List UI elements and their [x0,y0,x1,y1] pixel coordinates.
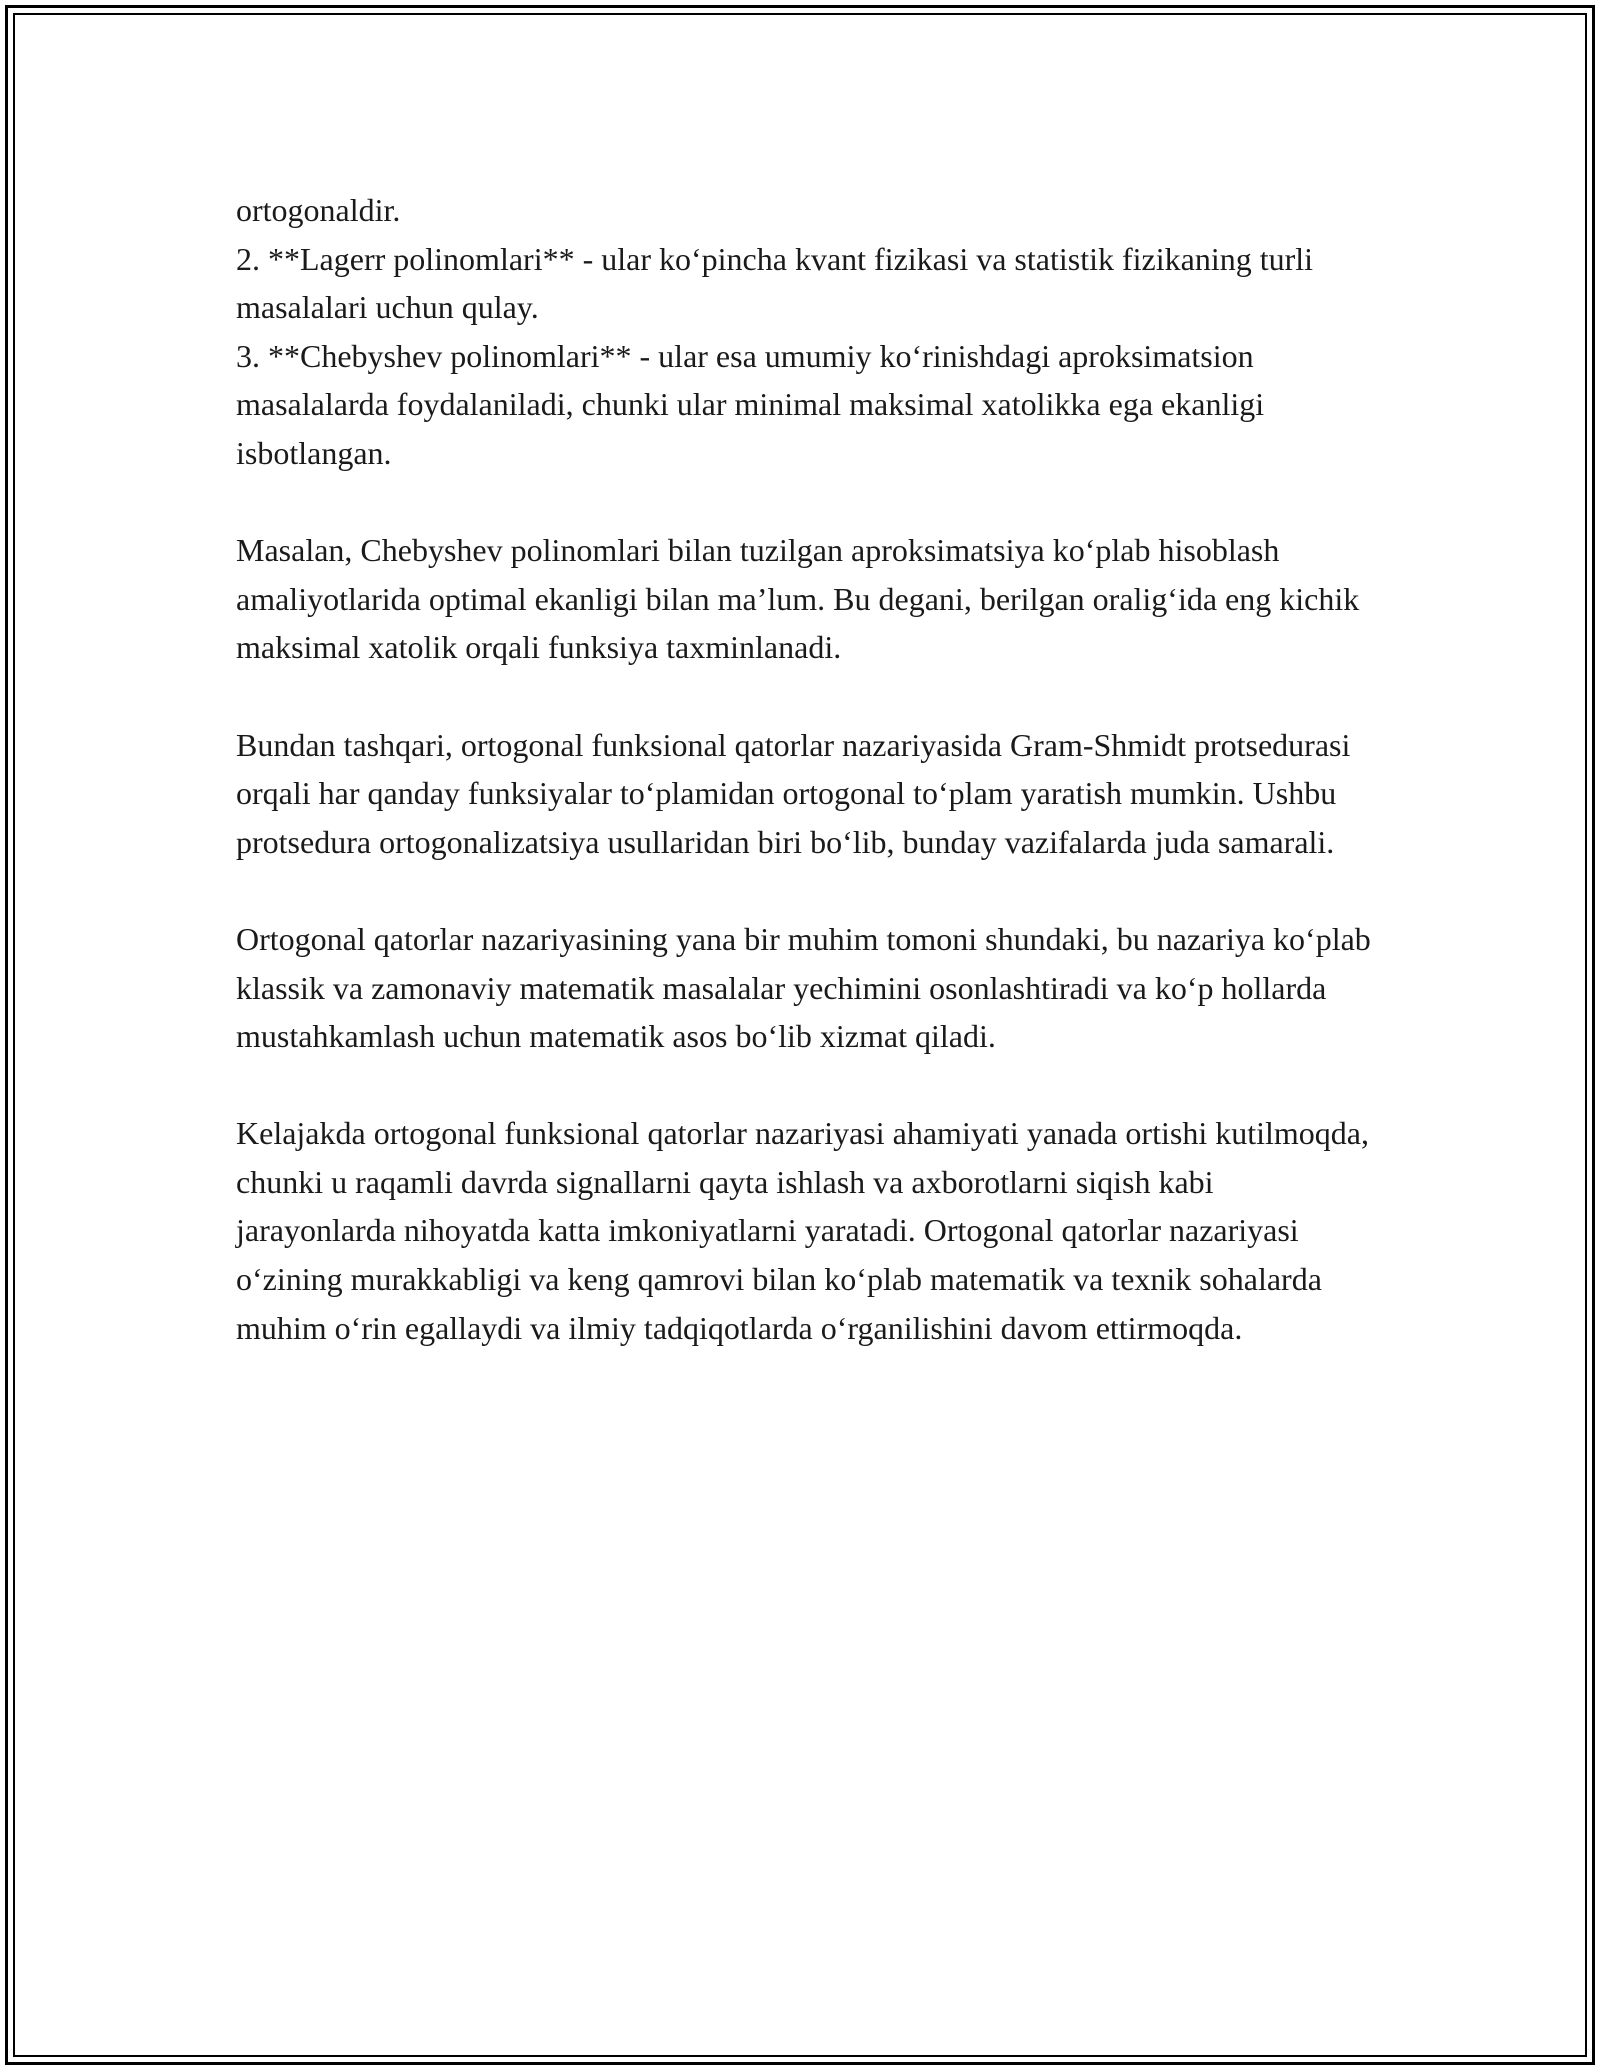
document-body [236,186,1376,1352]
paragraph-future-outlook: Kelajakda ortogonal funksional qatorlar nazariyasi ahamiyati yanada ortishi kutilmoqda, chunki u raqamli davrda signallarni qayta ishlash va axborotlarni siqish kabi jarayonlarda nihoyatda katta imkoniyatlarni yaratadi. Ortogonal qatorlar nazariyasi o‘zining murakkabligi va keng qamrovi bilan ko‘plab matematik va texnik sohalarda muhim o‘rin egallaydi va ilmiy tadqiqotlarda o‘rganilishini davom ettirmoqda. [236,1115,1369,1346]
paragraph-polynomial-list: ortogonaldir. 2. **Lagerr polinomlari** - ular ko‘pincha kvant fizikasi va statistik fizikaning turli masalalari uchun qulay. 3. **Chebyshev polinomlari** - ular esa umumiy ko‘rinishdagi aproksimatsion masalalarda foydalaniladi, chunki ular minimal maksimal xatolikka ega ekanligi isbotlangan. [236,192,1314,471]
paragraph-theory-importance: Ortogonal qatorlar nazariyasining yana bir muhim tomoni shundaki, bu nazariya ko‘plab klassik va zamonaviy matematik masalalar yechimini osonlashtiradi va ko‘p hollarda mustahkamlash uchun matematik asos bo‘lib xizmat qiladi. [236,920,1371,1055]
paragraph-gram-schmidt: Bundan tashqari, ortogonal funksional qatorlar nazariyasida Gram-Shmidt protsedurasi orqali har qanday funksiyalar to‘plamidan ortogonal to‘plam yaratish mumkin. Ushbu protsedura ortogonalizatsiya usullaridan biri bo‘lib, bunday vazifalarda juda samarali. [236,726,1351,860]
paragraph-chebyshev-example: Masalan, Chebyshev polinomlari bilan tuzilgan aproksimatsiya ko‘plab hisoblash amaliyotlarida optimal ekanligi bilan ma’lum. Bu degani, berilgan oralig‘ida eng kichik maksimal xatolik orqali funksiya taxminlanadi. [236,532,1360,666]
